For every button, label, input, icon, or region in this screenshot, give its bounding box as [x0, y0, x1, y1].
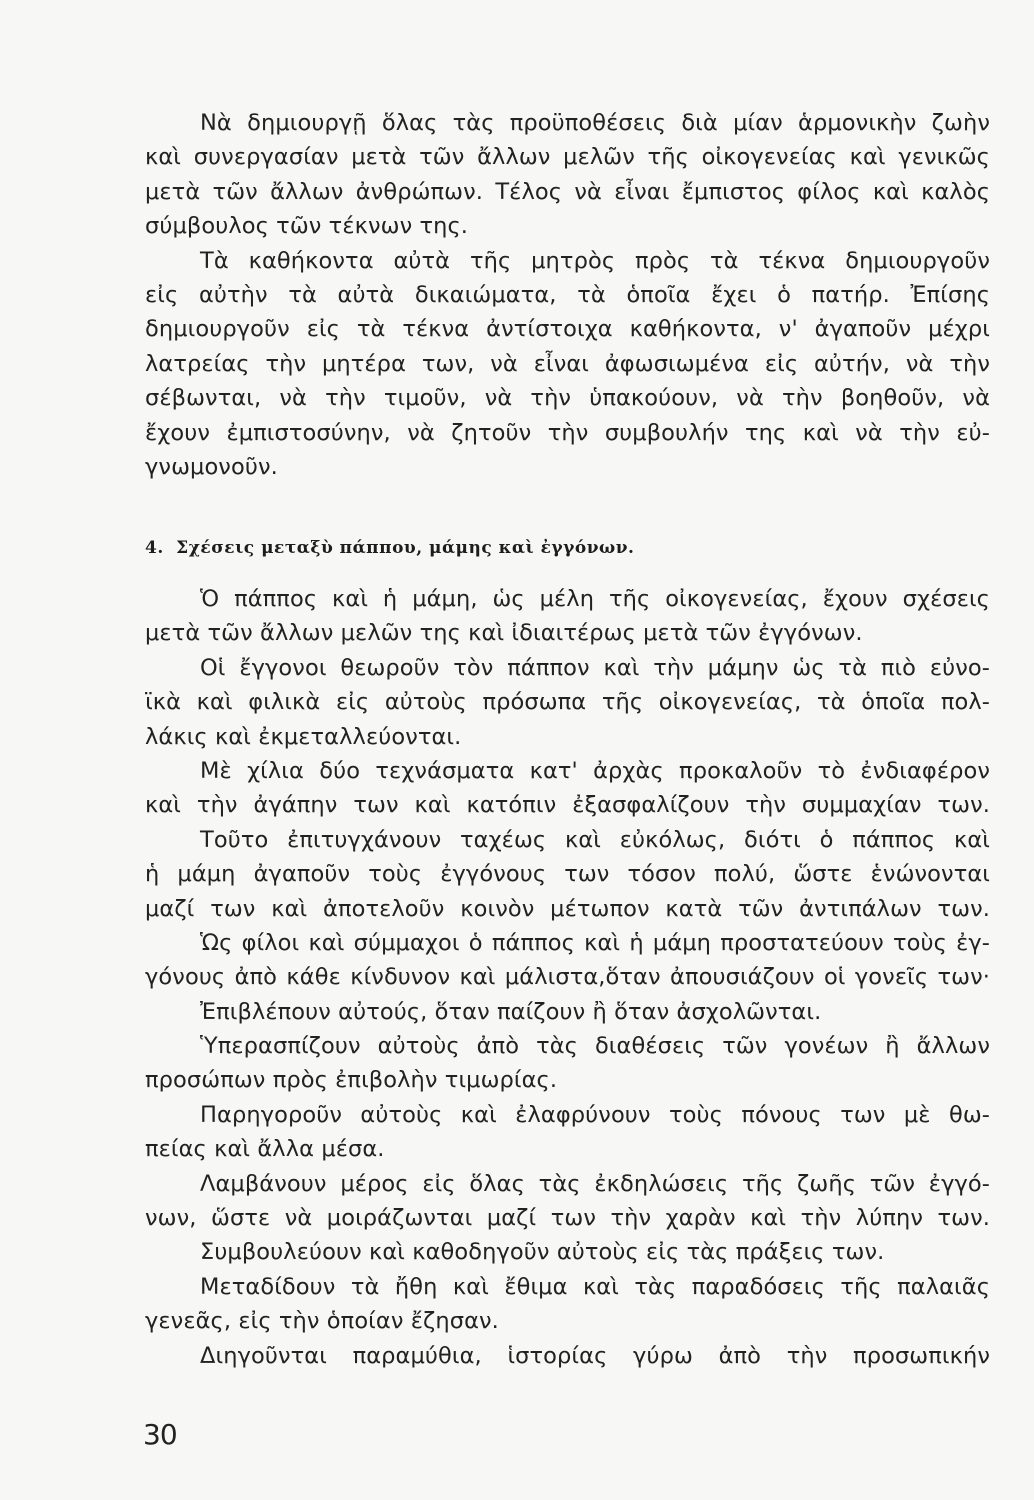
- text-line: Μὲ χίλια δύο τεχνάσματα κατ' ἀρχὰς προκαλοῦν τὸ ἐνδιαφέρον: [200, 757, 990, 784]
- text-line: μετὰ τῶν ἄλλων ἀνθρώπων. Τέλος νὰ εἶναι ἔμπιστος φίλος καὶ καλὸς: [145, 178, 990, 205]
- text-line: Οἱ ἔγγονοι θεωροῦν τὸν πάππον καὶ τὴν μάμην ὡς τὰ πιὸ εὐνο-: [200, 654, 990, 681]
- text-line: Διηγοῦνται παραμύθια, ἱστορίας γύρω ἀπὸ τὴν προσωπικήν: [200, 1342, 990, 1369]
- text-line: γόνους ἀπὸ κάθε κίνδυνον καὶ μάλιστα,ὅταν ἀπουσιάζουν οἱ γονεῖς των·: [145, 964, 990, 991]
- text-line: Τοῦτο ἐπιτυγχάνουν ταχέως καὶ εὐκόλως, διότι ὁ πάππος καὶ: [200, 826, 990, 853]
- page-number: 30: [143, 1418, 177, 1451]
- text-line: Μεταδίδουν τὰ ἤθη καὶ ἔθιμα καὶ τὰς παραδόσεις τῆς παλαιᾶς: [200, 1273, 990, 1300]
- text-line: καὶ συνεργασίαν μετὰ τῶν ἄλλων μελῶν τῆς οἰκογενείας καὶ γενικῶς: [145, 144, 990, 171]
- text-line: προσώπων πρὸς ἐπιβολὴν τιμωρίας.: [145, 1067, 558, 1094]
- text-line: γενεᾶς, εἰς τὴν ὁποίαν ἔζησαν.: [145, 1308, 499, 1335]
- section-number: 4.: [145, 538, 164, 558]
- section-title: Σχέσεις μεταξὺ πάππου, μάμης καὶ ἐγγόνων.: [176, 538, 635, 558]
- text-line: νων, ὥστε νὰ μοιράζωνται μαζί των τὴν χαρὰν καὶ τὴν λύπην των.: [145, 1205, 990, 1232]
- text-line: Ὁ πάππος καὶ ἡ μάμη, ὡς μέλη τῆς οἰκογενείας, ἔχουν σχέσεις: [200, 586, 990, 612]
- text-line: λάκις καὶ ἐκμεταλλεύονται.: [145, 723, 462, 750]
- text-line: μετὰ τῶν ἄλλων μελῶν της καὶ ἰδιαιτέρως μετὰ τῶν ἐγγόνων.: [145, 620, 863, 647]
- text-line: Τὰ καθήκοντα αὐτὰ τῆς μητρὸς πρὸς τὰ τέκνα δημιουργοῦν: [200, 247, 990, 274]
- text-line: Ἐπιβλέπουν αὐτούς, ὅταν παίζουν ἢ ὅταν ἀσχολῶνται.: [200, 998, 822, 1025]
- text-line: Παρηγοροῦν αὐτοὺς καὶ ἐλαφρύνουν τοὺς πόνους των μὲ θω-: [200, 1101, 990, 1128]
- text-line: λατρείας τὴν μητέρα των, νὰ εἶναι ἀφωσιωμένα εἰς αὐτήν, νὰ τὴν: [145, 350, 990, 377]
- section-heading: [145, 538, 634, 558]
- text-line: μαζί των καὶ ἀποτελοῦν κοινὸν μέτωπον κατὰ τῶν ἀντιπάλων των.: [145, 895, 990, 922]
- text-line: δημιουργοῦν εἰς τὰ τέκνα ἀντίστοιχα καθήκοντα, ν' ἀγαποῦν μέχρι: [145, 316, 990, 343]
- paragraph-block-grandparents: [145, 582, 990, 1373]
- text-line: εἰς αὐτὴν τὰ αὐτὰ δικαιώματα, τὰ ὁποῖα ἔχει ὁ πατήρ. Ἐπίσης: [145, 281, 990, 308]
- text-line: σύμβουλος τῶν τέκνων της.: [145, 213, 469, 240]
- text-line: Συμβουλεύουν καὶ καθοδηγοῦν αὐτοὺς εἰς τὰς πράξεις των.: [200, 1239, 885, 1266]
- text-line: ϊκὰ καὶ φιλικὰ εἰς αὐτοὺς πρόσωπα τῆς οἰκογενείας, τὰ ὁποῖα πολ-: [145, 689, 990, 716]
- text-line: σέβωνται, νὰ τὴν τιμοῦν, νὰ τὴν ὑπακούουν, νὰ τὴν βοηθοῦν, νὰ: [145, 385, 990, 412]
- text-line: πείας καὶ ἄλλα μέσα.: [145, 1136, 385, 1163]
- text-line: Ὡς φίλοι καὶ σύμμαχοι ὁ πάππος καὶ ἡ μάμη προστατεύουν τοὺς ἐγ-: [200, 929, 990, 956]
- text-line: Λαμβάνουν μέρος εἰς ὅλας τὰς ἐκδηλώσεις τῆς ζωῆς τῶν ἐγγό-: [200, 1170, 990, 1197]
- text-line: Ὑπερασπίζουν αὐτοὺς ἀπὸ τὰς διαθέσεις τῶν γονέων ἢ ἄλλων: [200, 1033, 990, 1060]
- paragraph-block-mother-duties: [145, 106, 990, 484]
- text-line: Νὰ δημιουργῇ ὅλας τὰς προϋποθέσεις διὰ μίαν ἁρμονικὴν ζωὴν: [200, 110, 990, 136]
- text-line: ἡ μάμη ἀγαποῦν τοὺς ἐγγόνους των τόσον πολύ, ὥστε ἑνώνονται: [145, 861, 990, 888]
- text-line: καὶ τὴν ἀγάπην των καὶ κατόπιν ἐξασφαλίζουν τὴν συμμαχίαν των.: [145, 792, 990, 819]
- text-line: γνωμονοῦν.: [145, 453, 278, 480]
- text-line: ἔχουν ἐμπιστοσύνην, νὰ ζητοῦν τὴν συμβουλήν της καὶ νὰ τὴν εὐ-: [145, 419, 990, 446]
